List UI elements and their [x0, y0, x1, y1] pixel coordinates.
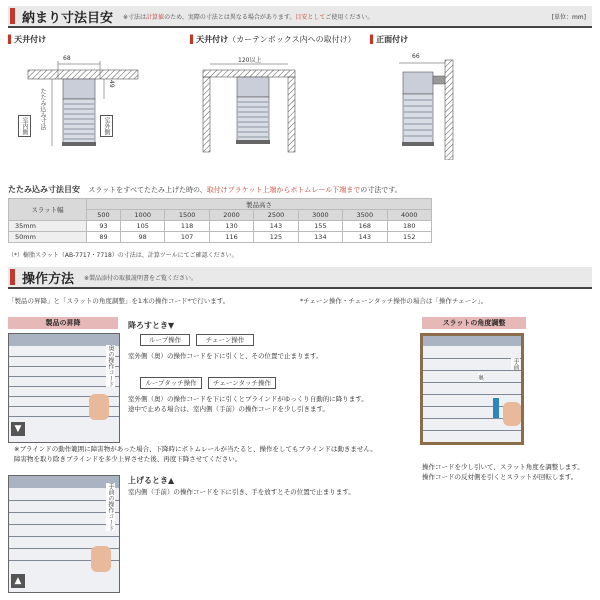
up-arrow-icon: ▲ — [11, 574, 25, 588]
raise-title: 上げるとき▲ — [128, 476, 175, 485]
dim-width-box: 120以上 — [238, 57, 262, 64]
diagram-ceiling — [8, 52, 158, 160]
section-header-dimensions — [8, 6, 592, 28]
chain-touch-label: チェーンタッチ操作 — [208, 377, 276, 389]
lift-subhead: 製品の昇降 — [8, 317, 118, 329]
folded-label: たたみ込み寸法 — [39, 88, 46, 130]
loop-op-label: ループ操作 — [140, 334, 190, 346]
fold-heading: たたみ込み寸法目安 スラットをすべてたたみ上げた時の、取付けブラケット上端からボトムレール下端までの寸法です。 — [8, 185, 402, 194]
unit-label: [単位：mm] — [551, 13, 586, 21]
angle-back-label: 奥 — [478, 375, 485, 382]
touch-text-1: 室外側（奥）の操作コードを下に引くとブラインドがゆっくり自動的に降ります。 — [128, 395, 368, 403]
angle-text-2: 操作コードの反対側を引くとスラットが回転します。 — [422, 473, 578, 481]
lift-illustration-lower — [8, 333, 120, 443]
angle-subhead: スラットの角度調整 — [422, 317, 526, 329]
hand-icon — [89, 394, 109, 420]
diagram-front — [375, 52, 485, 160]
hand-icon — [503, 402, 521, 426]
diagram-curtain-box — [195, 52, 305, 160]
accent-bar — [10, 8, 15, 24]
lower-title: 降ろすとき▼ — [128, 321, 175, 330]
back-cord-label: 奥の操作コード — [107, 345, 114, 387]
section-title: 操作方法 — [22, 271, 75, 287]
table-row: 50mm 89 98 107 116 125 134 143 152 — [9, 232, 432, 243]
section-header-operation — [8, 267, 592, 289]
diagram-label-box: ▌天井付け（カーテンボックス内への取付け） — [190, 35, 356, 44]
diagram-label-front: ▌正面付け — [370, 35, 409, 44]
loop-touch-label: ループタッチ操作 — [140, 377, 202, 389]
warning-2: 障害物を取り除きブラインドを多少上昇させた後、再度下降させてください。 — [14, 455, 242, 463]
group-header: 製品高さ — [87, 199, 432, 210]
hand-icon — [91, 546, 111, 572]
section-note: ※製品添付の取扱説明書をご覧ください。 — [84, 274, 198, 282]
indoor-label: 室内側 — [18, 115, 31, 137]
raise-text: 室内側（手前）の操作コードを下に引き、手を放すとその位置で止まります。 — [128, 488, 355, 496]
lower-text: 室外側（奥）の操作コードを下に引くと、その位置で止まります。 — [128, 352, 323, 360]
arrow-down-icon — [493, 398, 499, 418]
down-arrow-icon: ▼ — [11, 422, 25, 436]
lift-illustration-raise — [8, 475, 120, 593]
intro-text: 「製品の昇降」と「スラットの角度調整」を1本の操作コード*で行います。 — [8, 297, 230, 305]
height-row: 500 1000 1500 2000 2500 3000 3500 4000 — [9, 210, 432, 221]
front-cord-label: 手前の操作コード — [107, 483, 114, 531]
table-row: 35mm 93 105 118 130 143 155 168 180 — [9, 221, 432, 232]
chain-op-label: チェーン操作 — [196, 334, 254, 346]
accent-bar — [10, 269, 15, 285]
angle-illustration — [420, 333, 524, 445]
fold-footnote: （*）樹脂スラット（AB-7717・7718）の寸法は、計算ツールにてご確認ください。 — [8, 252, 238, 259]
dim-height-ceiling: 49 — [108, 80, 115, 88]
section-title: 納まり寸法目安 — [22, 10, 114, 26]
warning-1: ※ブラインドの動作範囲に障害物があった場合、下降時にボトムレールが当たると、操作をしてもブラインドは動きません。 — [14, 445, 377, 453]
angle-front-label: 手前 — [512, 358, 519, 370]
col-header: スラット幅 — [9, 199, 87, 221]
intro-note: *チェーン操作・チェーンタッチ操作の場合は「操作チェーン」。 — [300, 297, 488, 305]
touch-text-2: 途中で止める場合は、室内側（手前）の操作コードを少し引きます。 — [128, 405, 329, 413]
fold-table — [8, 198, 432, 243]
angle-text-1: 操作コードを少し引いて、スラット角度を調整します。 — [422, 463, 584, 471]
dim-width-front: 66 — [412, 53, 420, 60]
dim-width-ceiling: 68 — [63, 55, 71, 62]
diagram-label-ceiling: ▌天井付け — [8, 35, 47, 44]
outdoor-label: 室外側 — [100, 115, 113, 137]
section-note: ※寸法は計算値のため、実際の寸法とは異なる場合があります。目安としてご使用ください。 — [123, 13, 374, 21]
